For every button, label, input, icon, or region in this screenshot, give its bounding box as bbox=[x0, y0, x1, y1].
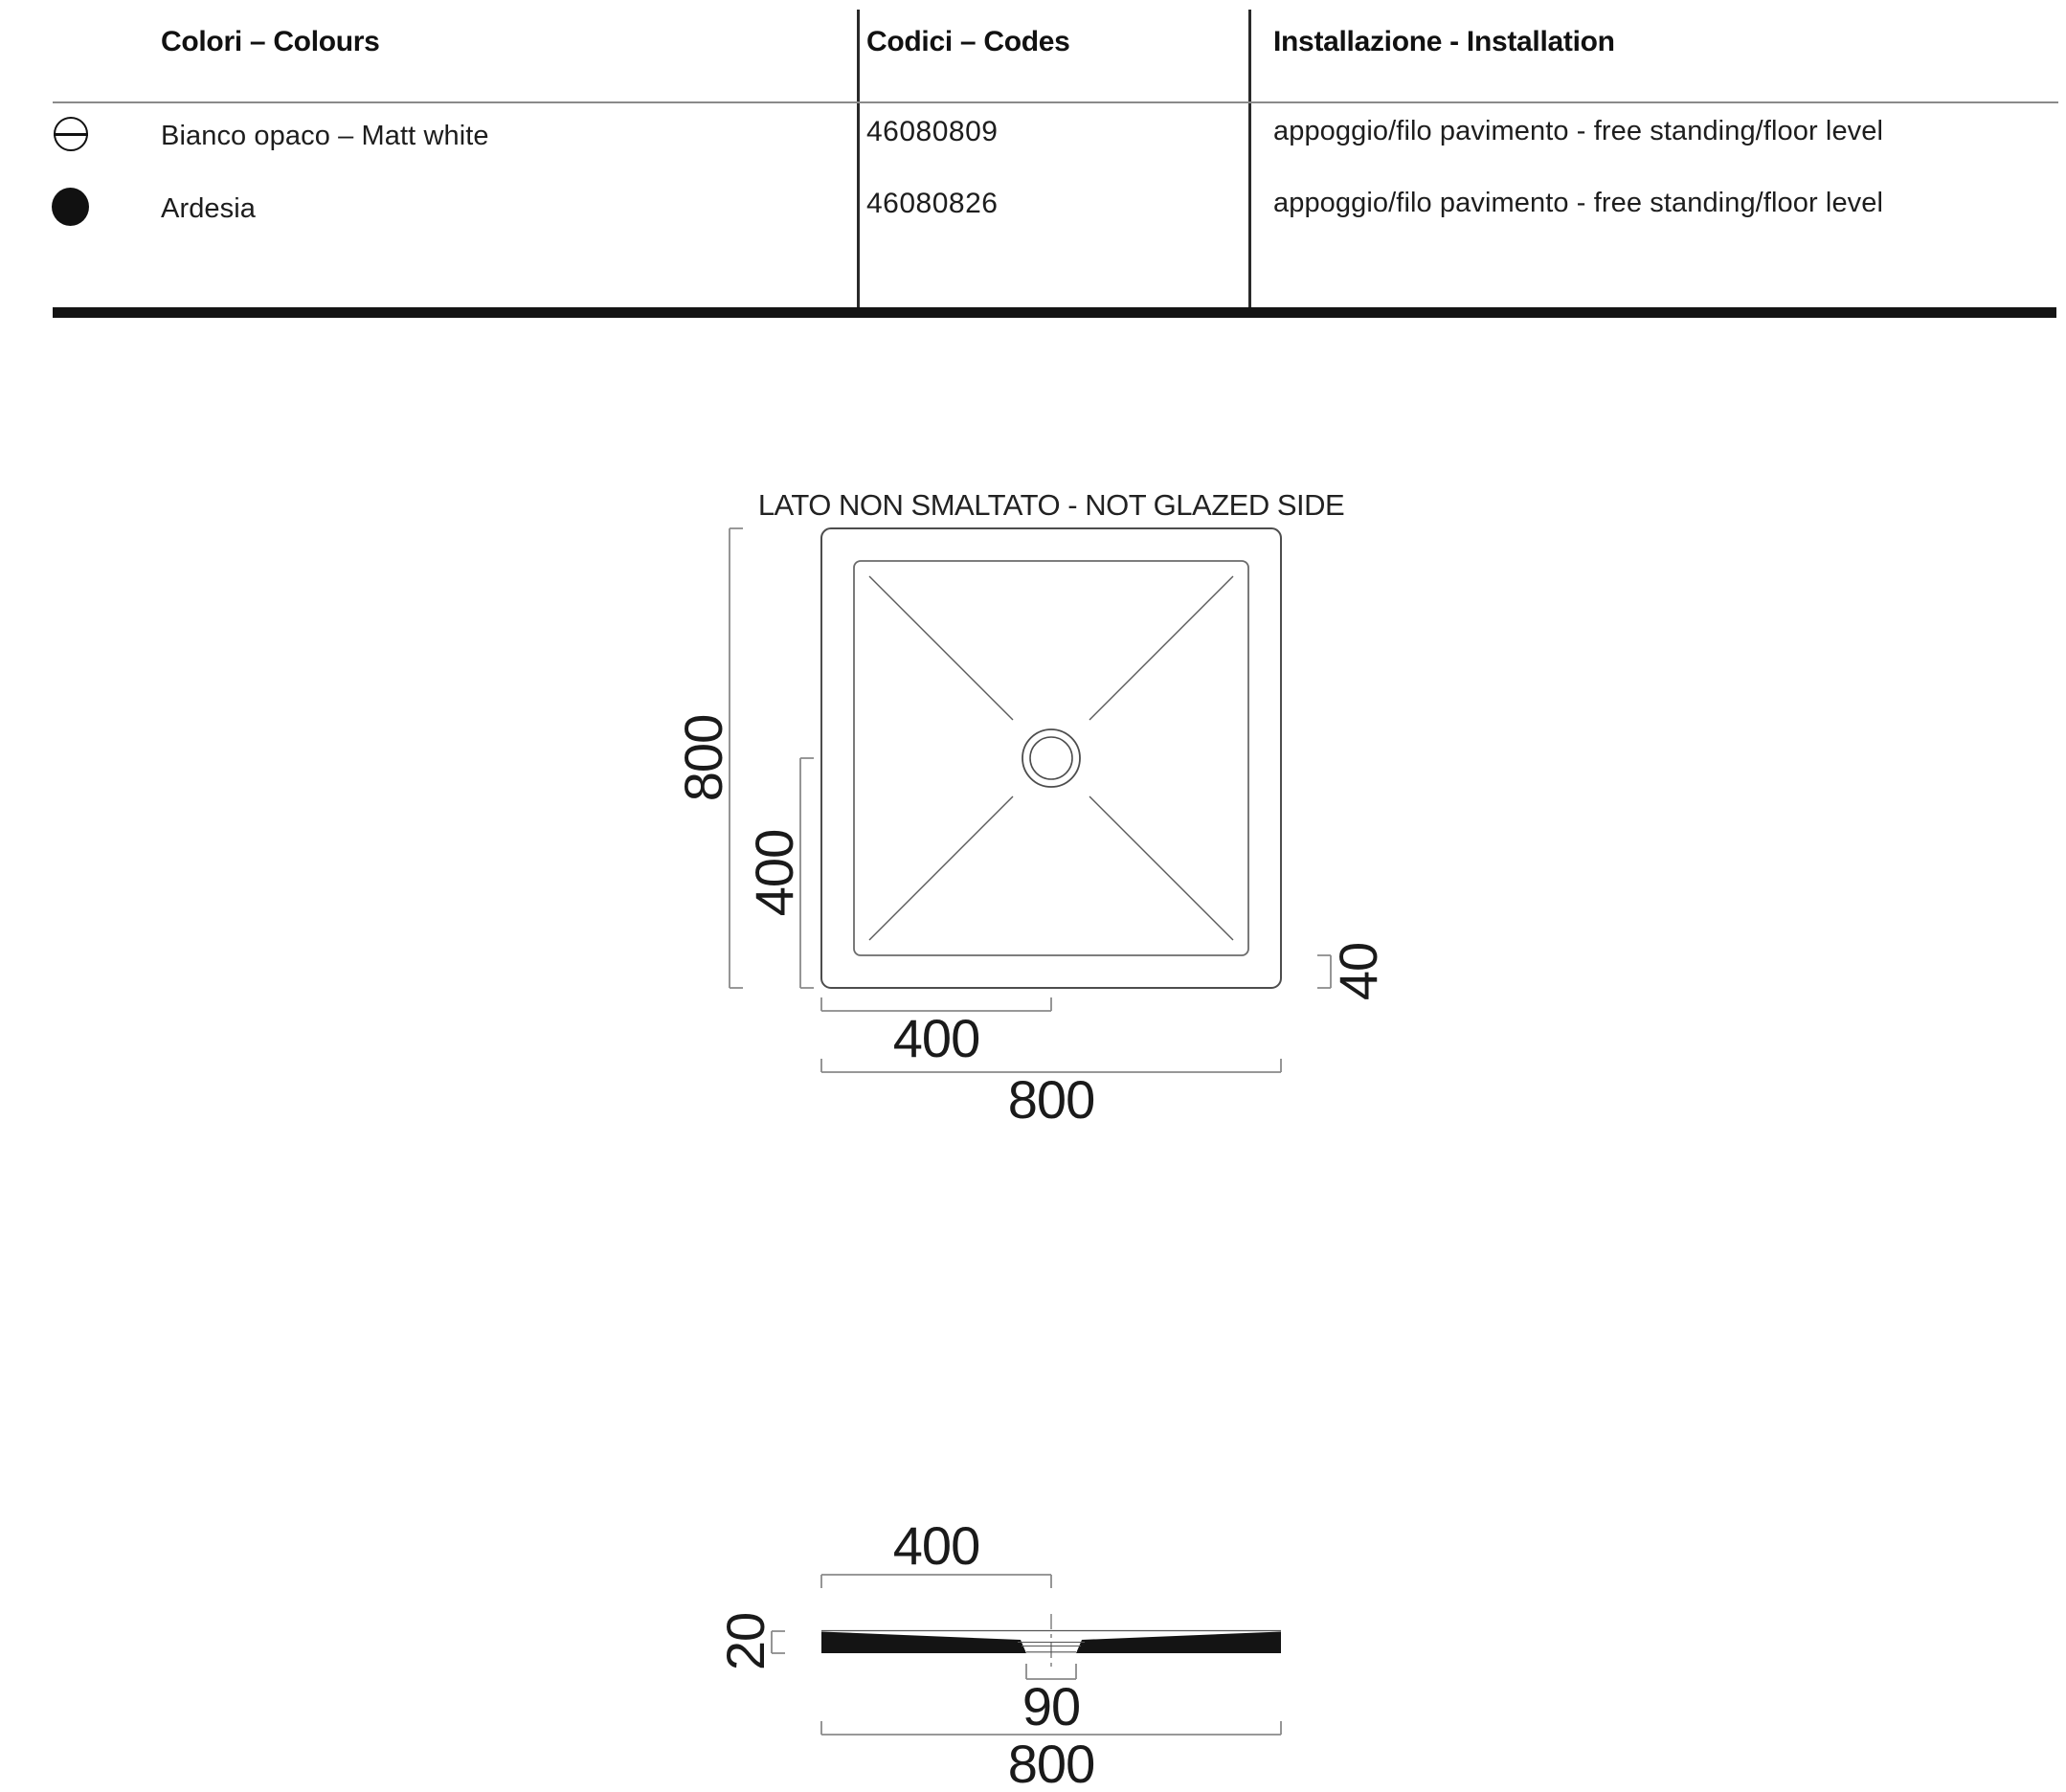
column-header-colors: Colori – Colours bbox=[161, 26, 380, 57]
matt-white-swatch-line bbox=[54, 133, 88, 136]
table-row bbox=[0, 177, 2066, 249]
dim-width-800: 800 bbox=[1007, 1734, 1095, 1792]
matt-white-swatch-icon bbox=[54, 117, 88, 151]
column-header-installation: Installazione - Installation bbox=[1273, 26, 1615, 57]
table-header-underline bbox=[53, 101, 2058, 103]
installation-type: appoggio/filo pavimento - free standing/floor level bbox=[1273, 116, 1884, 146]
dim-border-40: 40 bbox=[1328, 942, 1388, 1001]
ardesia-swatch-icon bbox=[52, 188, 89, 226]
product-code: 46080826 bbox=[866, 188, 999, 219]
top-view-drawing bbox=[651, 469, 1417, 1139]
side-section-drawing bbox=[651, 1503, 1417, 1792]
column-header-codes: Codici – Codes bbox=[866, 26, 1070, 57]
table-row bbox=[0, 105, 2066, 177]
color-name: Bianco opaco – Matt white bbox=[161, 121, 489, 151]
not-glazed-side-label: LATO NON SMALTATO - NOT GLAZED SIDE bbox=[757, 488, 1345, 522]
dim-half-width-400: 400 bbox=[892, 1515, 980, 1576]
spec-table bbox=[0, 0, 2066, 318]
color-name: Ardesia bbox=[161, 193, 257, 224]
dim-height-800: 800 bbox=[673, 714, 733, 802]
dim-width-800: 800 bbox=[1007, 1069, 1095, 1130]
installation-type: appoggio/filo pavimento - free standing/floor level bbox=[1273, 188, 1884, 218]
product-code: 46080809 bbox=[866, 116, 999, 147]
dim-drain-90: 90 bbox=[1022, 1676, 1081, 1736]
dim-half-height-400: 400 bbox=[744, 829, 804, 917]
drain-outer-circle bbox=[1022, 729, 1080, 787]
table-bottom-rule bbox=[53, 307, 2056, 318]
dim-thickness-20: 20 bbox=[715, 1612, 775, 1671]
dim-half-width-400: 400 bbox=[892, 1008, 980, 1068]
